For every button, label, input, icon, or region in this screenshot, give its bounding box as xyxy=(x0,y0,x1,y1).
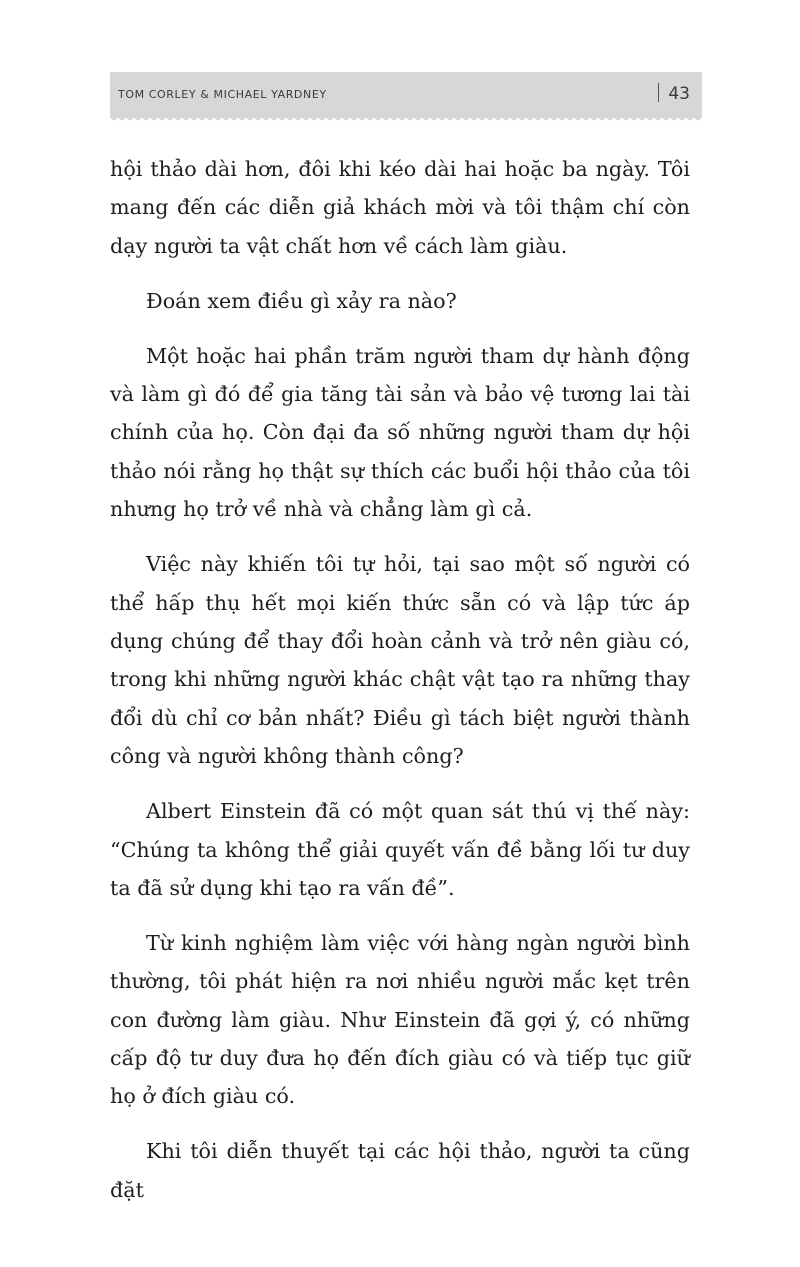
paragraph-continued: hội thảo dài hơn, đôi khi kéo dài hai hoặc ba ngày. Tôi mang đến các diễn giả khách mời và tôi thậm chí còn dạy người ta vật chất hơn về cách làm giàu. xyxy=(110,157,690,258)
page-number-value: 43 xyxy=(668,84,690,104)
paragraph: Việc này khiến tôi tự hỏi, tại sao một số người có thể hấp thụ hết mọi kiến thức sẵn có và lập tức áp dụng chúng để thay đổi hoàn cảnh và trở nên giàu có, trong khi những người khác chật vật tạo ra những thay đổi dù chỉ cơ bản nhất? Điều gì tách biệt người thành công và người không thành công? xyxy=(110,552,690,769)
page-number-divider xyxy=(658,83,659,102)
paragraph: Một hoặc hai phần trăm người tham dự hành động và làm gì đó để gia tăng tài sản và bảo vệ tương lai tài chính của họ. Còn đại đa số những người tham dự hội thảo nói rằng họ thật sự thích các buổi hội thảo của tôi nhưng họ trở về nhà và chẳng làm gì cả. xyxy=(110,343,690,522)
paragraph: Từ kinh nghiệm làm việc với hàng ngàn người bình thường, tôi phát hiện ra nơi nhiều người mắc kẹt trên con đường làm giàu. Như Einstein đã gợi ý, có những cấp độ tư duy đưa họ đến đích giàu có và tiếp tục giữ họ ở đích giàu có. xyxy=(110,930,690,1109)
page-number xyxy=(658,83,690,104)
running-head: TOM CORLEY & MICHAEL YARDNEY xyxy=(118,88,327,101)
paragraph: Đoán xem điều gì xảy ra nào? xyxy=(146,288,457,313)
body-text xyxy=(110,150,690,1226)
paragraph-quote: Albert Einstein đã có một quan sát thú vị thế này: “Chúng ta không thể giải quyết vấn đề bằng lối tư duy ta đã sử dụng khi tạo ra vấn đề”. xyxy=(110,799,690,900)
paragraph-last: Khi tôi diễn thuyết tại các hội thảo, người ta cũng đặt xyxy=(110,1139,690,1202)
